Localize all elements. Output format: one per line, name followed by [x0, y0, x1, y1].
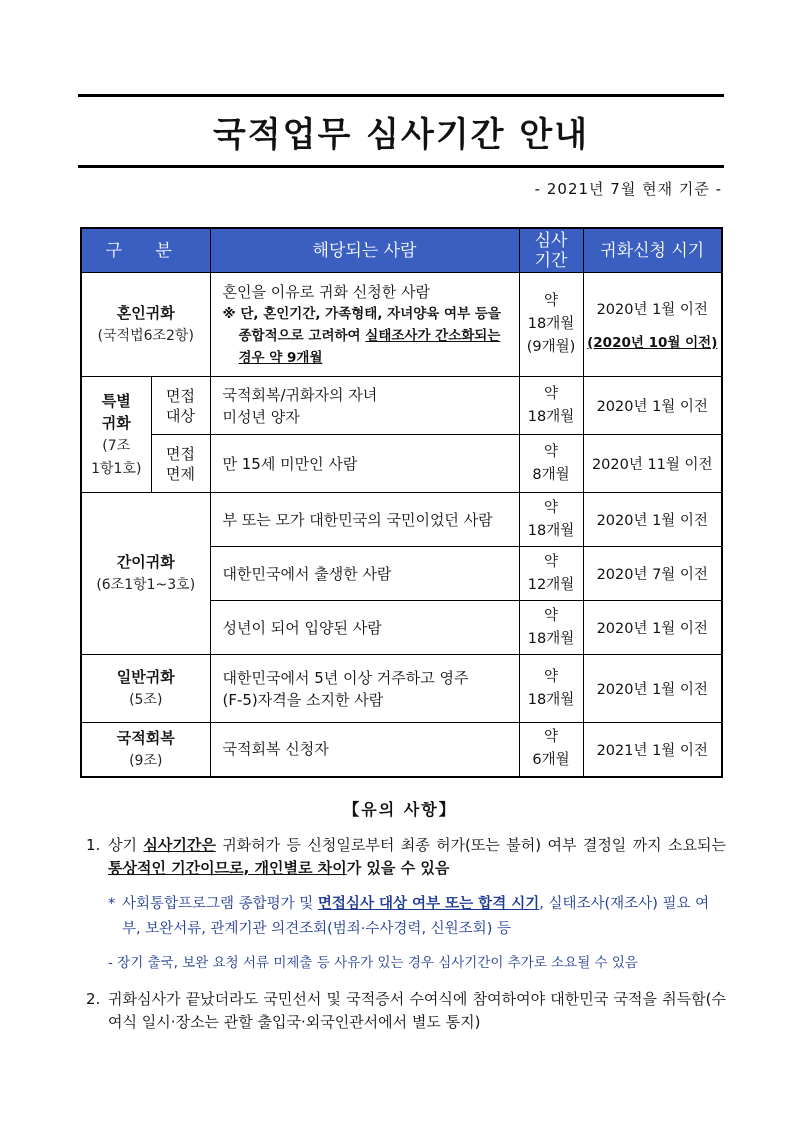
- category-special: 특별 귀화 (7조 1항1호): [81, 377, 151, 493]
- table-row-simple-1: [81, 493, 722, 547]
- note-item-1: [86, 834, 726, 880]
- period-simple-3: 약 18개월: [519, 601, 583, 655]
- target-general: 대한민국에서 5년 이상 거주하고 영주 (F-5)자격을 소지한 사람: [210, 655, 519, 723]
- target-simple-1: 부 또는 모가 대한민국의 국민이었던 사람: [210, 493, 519, 547]
- note-number-2: 2.: [86, 990, 101, 1008]
- period-general: 약 18개월: [519, 655, 583, 723]
- note-item-2: [86, 988, 726, 1034]
- deadline-marriage: 2020년 1월 이전 (2020년 10월 이전): [583, 273, 722, 377]
- target-simple-3: 성년이 되어 입양된 사람: [210, 601, 519, 655]
- review-period-table: [80, 227, 723, 778]
- note-star: * 사회통합프로그램 종합평가 및 면접심사 대상 여부 또는 합격 시기, 실태조사(재조사) 필요 여부, 보완서류, 관계기관 의견조회(범죄·수사경력, 신원조회) 등: [108, 892, 726, 942]
- note-number-1: 1.: [86, 836, 101, 854]
- deadline-simple-2: 2020년 7월 이전: [583, 547, 722, 601]
- notes-section: [86, 834, 726, 1034]
- header-category: 구 분: [81, 228, 210, 273]
- target-marriage: 혼인을 이유로 귀화 신청한 사람 ※ 단, 혼인기간, 가족형태, 자녀양육 여부 등을 종합적으로 고려하여 실태조사가 간소화되는 경우 약 9개월: [210, 273, 519, 377]
- deadline-simple-1: 2020년 1월 이전: [583, 493, 722, 547]
- deadline-simple-3: 2020년 1월 이전: [583, 601, 722, 655]
- header-deadline: 귀화신청 시기: [583, 228, 722, 273]
- subcategory-exempt: 면접 면제: [151, 435, 210, 493]
- date-note: - 2021년 7월 현재 기준 -: [534, 180, 722, 198]
- notes-title: 【유의 사항】: [343, 800, 457, 819]
- title-box: [78, 94, 724, 168]
- table-row-special-interview: [81, 377, 722, 435]
- period-special-interview: 약 18개월: [519, 377, 583, 435]
- header-target: 해당되는 사람: [210, 228, 519, 273]
- period-simple-1: 약 18개월: [519, 493, 583, 547]
- table-row-restore: [81, 723, 722, 777]
- page-title: 국적업무 심사기간 안내: [212, 115, 590, 155]
- period-special-exempt: 약 8개월: [519, 435, 583, 493]
- table-row-special-exempt: [81, 435, 722, 493]
- target-special-exempt: 만 15세 미만인 사람: [210, 435, 519, 493]
- target-special-interview: 국적회복/귀화자의 자녀 미성년 양자: [210, 377, 519, 435]
- period-marriage: 약 18개월 (9개월): [519, 273, 583, 377]
- deadline-special-interview: 2020년 1월 이전: [583, 377, 722, 435]
- deadline-special-exempt: 2020년 11월 이전: [583, 435, 722, 493]
- table-row-marriage: [81, 273, 722, 377]
- period-simple-2: 약 12개월: [519, 547, 583, 601]
- target-restore: 국적회복 신청자: [210, 723, 519, 777]
- category-restore: 국적회복 (9조): [81, 723, 210, 777]
- category-general: 일반귀화 (5조): [81, 655, 210, 723]
- asterisk-mark: *: [108, 896, 116, 912]
- category-simple: 간이귀화 (6조1항1~3호): [81, 493, 210, 655]
- note-text-1: 상기 심사기간은 귀화허가 등 신청일로부터 최종 허가(또는 불허) 여부 결정일 까지 소요되는 통상적인 기간이므로, 개인별로 차이가 있을 수 있음: [108, 836, 726, 877]
- category-marriage: 혼인귀화 (국적법6조2항): [81, 273, 210, 377]
- deadline-restore: 2021년 1월 이전: [583, 723, 722, 777]
- period-restore: 약 6개월: [519, 723, 583, 777]
- note-dash: - 장기 출국, 보완 요청 서류 미제출 등 사유가 있는 경우 심사기간이 추가로 소요될 수 있음: [108, 955, 638, 971]
- target-simple-2: 대한민국에서 출생한 사람: [210, 547, 519, 601]
- deadline-general: 2020년 1월 이전: [583, 655, 722, 723]
- subcategory-interview: 면접 대상: [151, 377, 210, 435]
- table-row-general: [81, 655, 722, 723]
- table-header-row: [81, 228, 722, 273]
- header-period: 심사 기간: [519, 228, 583, 273]
- note-text-2: 귀화심사가 끝났더라도 국민선서 및 국적증서 수여식에 참여하여야 대한민국 국적을 취득함(수여식 일시·장소는 관할 출입국·외국인관서에서 별도 통지): [108, 990, 726, 1031]
